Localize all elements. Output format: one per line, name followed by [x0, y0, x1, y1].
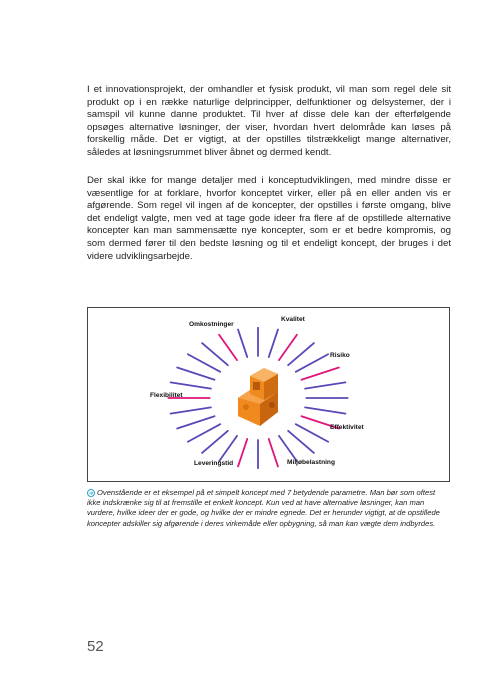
ray-purple [279, 436, 297, 461]
ray-purple [305, 382, 345, 388]
ray-purple [177, 416, 214, 428]
ray-purple [171, 382, 211, 388]
label-omkostninger: Omkostninger [189, 321, 234, 328]
ray-magenta [279, 335, 297, 360]
ray-purple [202, 343, 228, 365]
label-flexibilitet: Flexibilitet [150, 392, 183, 399]
ray-purple [288, 431, 314, 453]
ray-purple [238, 330, 247, 357]
ray-purple [188, 354, 220, 372]
label-leveringstid: Leveringstid [194, 460, 234, 467]
ray-purple [171, 407, 211, 413]
concept-figure [87, 307, 450, 482]
ray-magenta [238, 439, 247, 466]
ray-purple [177, 368, 214, 380]
label-kvalitet: Kvalitet [281, 316, 305, 323]
body-paragraph-1: I et innovationsprojekt, der omhandler et fysisk produkt, vil man som regel dele sit produkt op i en række naturlige delprincipper, delfunktioner og delsystemer, der i samspil vil kunne danne produktet. Til hver af disse dele kan der efterfølgende opsøges alternative løsninger, der viser, hvordan hvert delområde kan løses på forskellig måde. Det er vigtigt, at der opstilles tilstrækkeligt mange alternativer, således at løsningsrummet bliver åbnet og dermed kendt. [87, 84, 451, 158]
ray-purple [269, 330, 278, 357]
figure-caption [87, 488, 450, 529]
label-miljoebelastning: Miljøbelastning [287, 459, 335, 466]
ray-purple [305, 407, 345, 413]
body-paragraph-2: Der skal ikke for mange detaljer med i konceptudviklingen, med mindre disse er væsentlige for at forklare, hvorfor konceptet virker, eller på en eller anden vis er afgørende. Som regel vil ingen af de koncepter, der opstilles i første omgang, blive det endeligt valgte, men ved at tage gode ideer fra flere af de opstillede alternative koncepter kan man sammensætte nye koncepter, som er et bedre kompromis, og som dermed fører til den bedste løsning og til et endeligt koncept, der bruges i det videre udviklingsarbejde. [87, 175, 451, 262]
ray-purple [188, 424, 220, 442]
ray-purple [288, 343, 314, 365]
ray-purple [219, 436, 237, 461]
ray-purple [296, 424, 328, 442]
ray-magenta [269, 439, 278, 466]
ray-purple [296, 354, 328, 372]
ray-magenta [219, 335, 237, 360]
concept-burst-diagram [88, 308, 449, 481]
label-risiko: Risiko [330, 352, 350, 359]
concept-object-icon [238, 368, 278, 426]
caption-text: Ovenstående er et eksempel på et simpelt koncept med 7 betydende parametre. Man bør som oftest ikke indskrænke sig til at fremstille et enkelt koncept. Kun ved at have alternative løsninger, kan man vurdere, hvilke ideer der er gode, og hvilke der er mindre egnede. Det er herunder vigtigt, at de opstillede koncepter adskiller sig afgørende i deres virkemåde eller opbygning, så man kan vægte dem indbyrdes. [87, 488, 440, 528]
ray-purple [202, 431, 228, 453]
page-number: 52 [87, 638, 104, 655]
label-effektivitet: Effektivitet [330, 424, 364, 431]
arrow-circle-icon: ➔ [88, 491, 94, 497]
ray-magenta [302, 368, 339, 380]
